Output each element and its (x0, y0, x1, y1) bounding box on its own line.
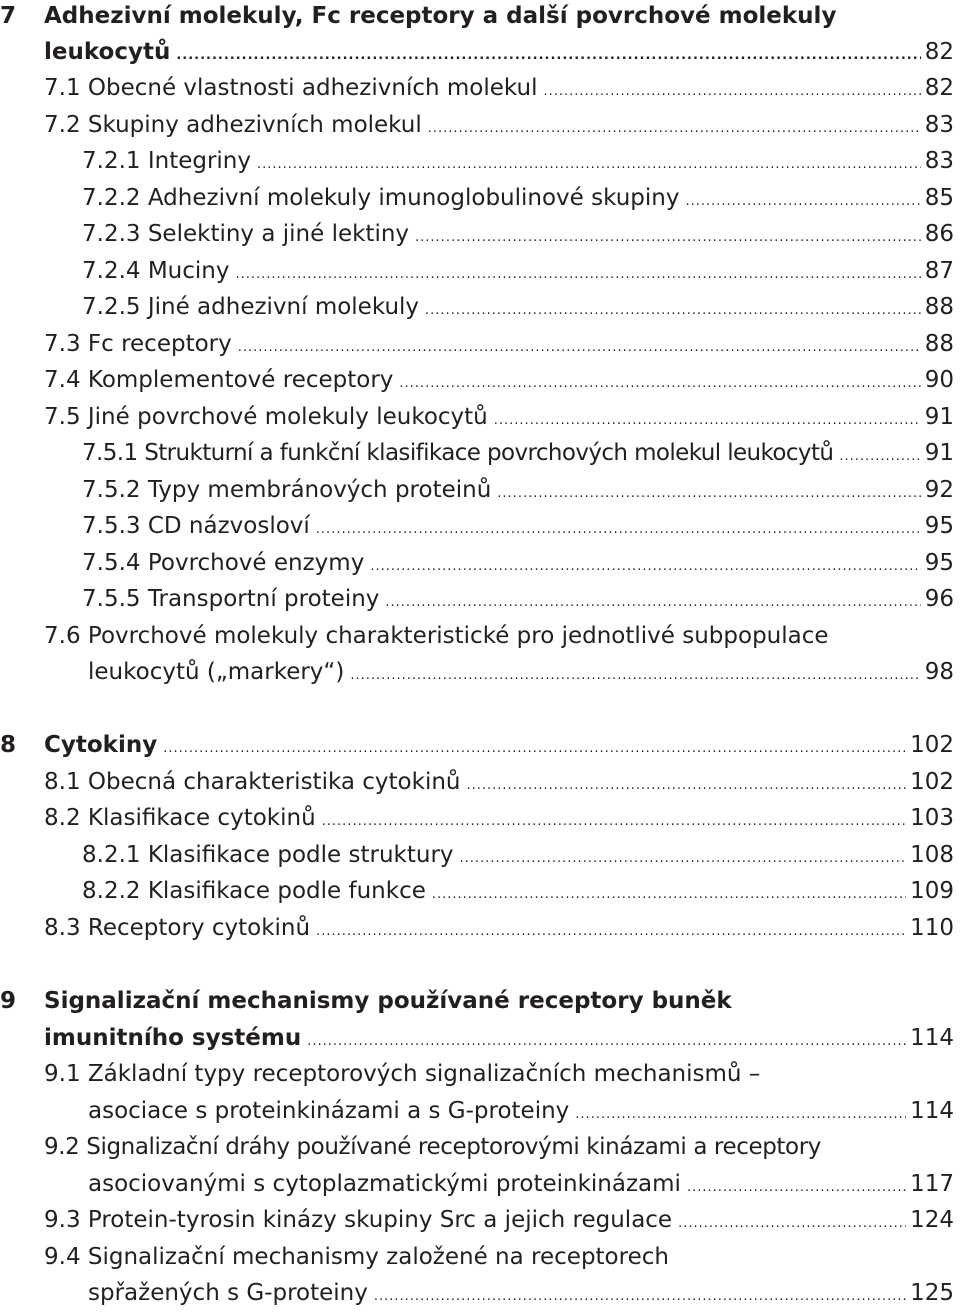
page-number: 117 (910, 1171, 954, 1197)
dot-leader (307, 1024, 906, 1060)
chapter-title-line: Signalizační mechanismy používané receptory buněk (44, 988, 732, 1014)
dot-leader (316, 914, 906, 950)
page-number: 87 (924, 258, 954, 284)
page-number: 108 (910, 842, 954, 868)
toc-entry[interactable]: 7.2.5 Jiné adhezivní molekuly ..... 88 (82, 289, 954, 325)
dot-leader (428, 111, 921, 147)
dot-leader (678, 1206, 906, 1242)
page-number: 102 (910, 732, 954, 758)
page-number: 88 (924, 294, 954, 320)
toc-entry[interactable]: leukocytů („markery“) ..... 98 (88, 654, 954, 690)
toc-entry-line: 9.4 Signalizační mechanismy založené na receptorech (44, 1244, 669, 1270)
toc-entry[interactable]: 8.2 Klasifikace cytokinů ..... 103 (44, 800, 954, 836)
dot-leader (322, 804, 906, 840)
dot-leader (385, 585, 920, 621)
dot-leader (687, 1170, 906, 1206)
dot-leader (350, 658, 920, 694)
dot-leader (163, 731, 906, 767)
page-number: 92 (924, 477, 954, 503)
toc-entry[interactable]: 7.5.1 Strukturní a funkční klasifikace povrchových molekul leukocytů ..... 91 (82, 435, 954, 471)
toc-entry[interactable]: 7.5.2 Typy membránových proteinů ..... 92 (82, 472, 954, 508)
toc-entry[interactable]: 7.5.4 Povrchové enzymy ..... 95 (82, 545, 954, 581)
page-number: 90 (924, 367, 954, 393)
toc-entry-line: 9.2 Signalizační dráhy používané receptorovými kinázami a receptory (44, 1134, 821, 1160)
toc-entry[interactable]: 7.2.1 Integriny ..... 83 (82, 143, 954, 179)
page-number: 88 (924, 331, 954, 357)
page-number: 102 (910, 769, 954, 795)
toc-entry-chapter[interactable]: leukocytů ..... 82 (44, 34, 954, 70)
page-number: 83 (924, 112, 954, 138)
page-number: 82 (924, 39, 954, 65)
toc-entry-chapter[interactable]: Cytokiny ..... 102 (44, 727, 954, 763)
dot-leader (257, 147, 921, 183)
dot-leader (543, 74, 920, 110)
page-number: 125 (910, 1280, 954, 1306)
dot-leader (575, 1097, 906, 1133)
toc-entry[interactable]: 8.2.2 Klasifikace podle funkce ..... 109 (82, 873, 954, 909)
page-number: 110 (910, 915, 954, 941)
dot-leader (415, 220, 921, 256)
toc-entry[interactable]: asociace s proteinkinázami a s G-proteiny ..... 114 (88, 1093, 954, 1129)
toc-entry[interactable]: 7.4 Komplementové receptory ..... 90 (44, 362, 954, 398)
page-number: 86 (924, 221, 954, 247)
chapter-number: 8 (0, 732, 17, 758)
chapter-title-line: Adhezivní molekuly, Fc receptory a další povrchové molekuly (44, 3, 837, 29)
dot-leader (460, 841, 907, 877)
toc-entry[interactable]: 7.2.4 Muciny ..... 87 (82, 253, 954, 289)
dot-leader (497, 476, 920, 512)
dot-leader (467, 768, 907, 804)
dot-leader (432, 877, 906, 913)
toc-entry[interactable]: 7.2.3 Selektiny a jiné lektiny ..... 86 (82, 216, 954, 252)
toc-entry-line: 9.1 Základní typy receptorových signalizačních mechanismů – (44, 1061, 761, 1087)
page-number: 109 (910, 878, 954, 904)
toc-entry-line: 7.6 Povrchové molekuly charakteristické pro jednotlivé subpopulace (44, 623, 829, 649)
dot-leader (494, 403, 921, 439)
page-number: 95 (924, 550, 954, 576)
chapter-number: 7 (0, 3, 17, 29)
dot-leader (839, 439, 920, 475)
toc-entry[interactable]: spřažených s G-proteiny ..... 125 (88, 1275, 954, 1311)
toc-entry[interactable]: 8.3 Receptory cytokinů ..... 110 (44, 910, 954, 946)
dot-leader (316, 512, 921, 548)
page-number: 114 (910, 1025, 954, 1051)
dot-leader (235, 257, 920, 293)
page-number: 95 (924, 513, 954, 539)
page-number: 85 (924, 185, 954, 211)
toc-entry[interactable]: 7.2 Skupiny adhezivních molekul ..... 83 (44, 107, 954, 143)
page-number: 96 (924, 586, 954, 612)
chapter-number: 9 (0, 988, 17, 1014)
toc-entry[interactable]: 8.2.1 Klasifikace podle struktury ..... 108 (82, 837, 954, 873)
dot-leader (176, 38, 920, 74)
dot-leader (399, 366, 920, 402)
page-number: 103 (910, 805, 954, 831)
toc-entry[interactable]: 9.3 Protein-tyrosin kinázy skupiny Src a jejich regulace ..... 124 (44, 1202, 954, 1238)
toc-entry[interactable]: 7.5.3 CD názvosloví ..... 95 (82, 508, 954, 544)
toc-entry[interactable]: 7.1 Obecné vlastnosti adhezivních molekul ..... 82 (44, 70, 954, 106)
dot-leader (370, 549, 920, 585)
toc-entry[interactable]: 7.3 Fc receptory ..... 88 (44, 326, 954, 362)
page-number: 83 (924, 148, 954, 174)
toc-entry[interactable]: 8.1 Obecná charakteristika cytokinů ..... 102 (44, 764, 954, 800)
dot-leader (425, 293, 921, 329)
page-number: 114 (910, 1098, 954, 1124)
toc-entry[interactable]: asociovanými s cytoplazmatickými proteinkinázami ..... 117 (88, 1166, 954, 1202)
page-number: 98 (924, 659, 954, 685)
page-number: 91 (924, 404, 954, 430)
toc-entry[interactable]: 7.5 Jiné povrchové molekuly leukocytů ..... 91 (44, 399, 954, 435)
toc-entry[interactable]: 7.5.5 Transportní proteiny ..... 96 (82, 581, 954, 617)
page-number: 124 (910, 1207, 954, 1233)
dot-leader (238, 330, 921, 366)
page-number: 91 (924, 440, 954, 466)
toc-entry[interactable]: 7.2.2 Adhezivní molekuly imunoglobulinové skupiny ..... 85 (82, 180, 954, 216)
dot-leader (374, 1279, 906, 1315)
toc-entry-chapter[interactable]: imunitního systému ..... 114 (44, 1020, 954, 1056)
dot-leader (685, 184, 920, 220)
page-number: 82 (924, 75, 954, 101)
